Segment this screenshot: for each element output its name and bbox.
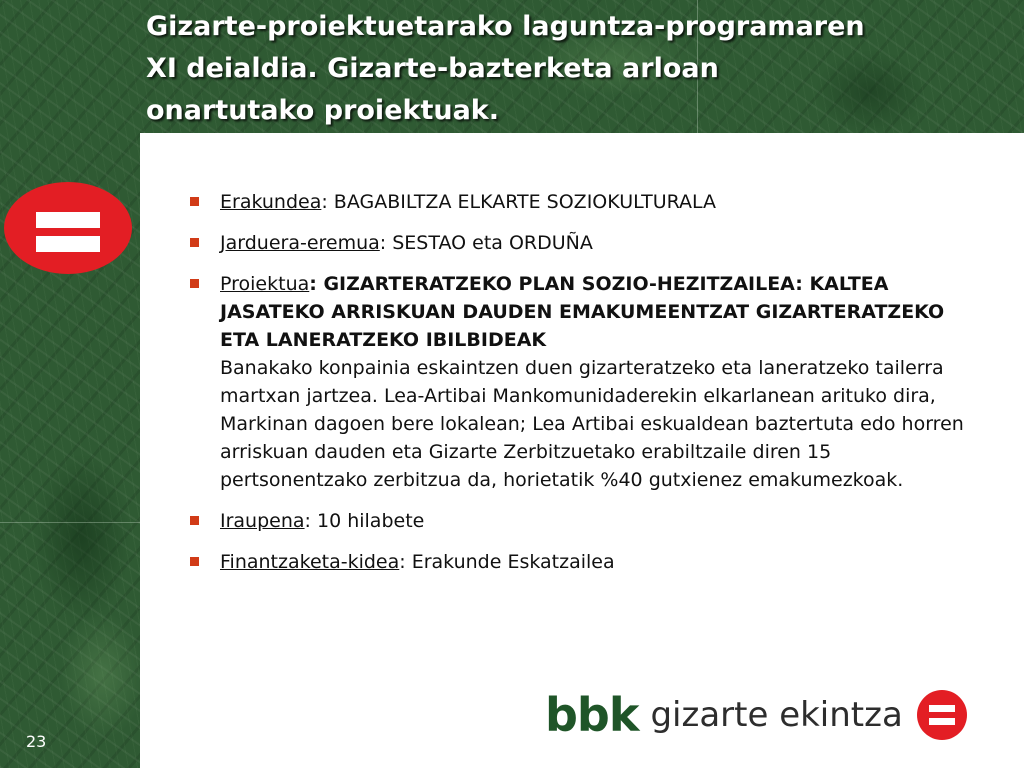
square-bullet-icon: [190, 279, 199, 288]
bullet-label: Iraupena: [220, 510, 305, 532]
bullet-label: Jarduera-eremua: [220, 232, 380, 254]
bullet-value: : BAGABILTZA ELKARTE SOZIOKULTURALA: [321, 191, 717, 213]
equals-logo-icon: [4, 182, 132, 274]
brand-text: gizarte ekintza: [650, 695, 903, 735]
title-line: Gizarte-proiektuetarako laguntza-programaren: [146, 11, 865, 42]
logo-bar: [929, 705, 955, 712]
square-bullet-icon: [190, 557, 199, 566]
brand-bbk: bbk: [545, 688, 639, 742]
logo-bar: [929, 718, 955, 725]
bullet-label: Finantzaketa-kidea: [220, 551, 400, 573]
bullet-description: Banakako konpainia eskaintzen duen gizarteratzeko eta laneratzeko tailerra martxan jartzea. Lea-Artibai Mankomunidaderekin elkarlanean arituko dira, Markinan dagoen bere lokalean; Lea Artibai eskualdean baztertuta edo horren arriskuan dauden eta Gizarte Zerbitzuetako erabiltzaile diren 15 pertsonentzako zerbitzua da, horietatik %40 gutxienez emakumezkoak.: [220, 357, 964, 491]
list-item: [190, 270, 970, 494]
square-bullet-icon: [190, 516, 199, 525]
bullet-label: Erakundea: [220, 191, 322, 213]
square-bullet-icon: [190, 238, 199, 247]
equals-logo-icon: [917, 690, 967, 740]
square-bullet-icon: [190, 197, 199, 206]
title-line: XI deialdia. Gizarte-bazterketa arloan: [146, 53, 719, 84]
bullet-list: [190, 188, 970, 589]
title-line: onartutako proiektuak.: [146, 95, 500, 126]
page-number: 23: [26, 732, 47, 751]
bullet-value: : GIZARTERATZEKO PLAN SOZIO-HEZITZAILEA: KALTEA JASATEKO ARRISKUAN DAUDEN EMAKUMEENTZAT GIZARTERATZEKO ETA LANERATZEKO IBILBIDEAK: [220, 273, 945, 351]
background-divider: [0, 522, 140, 523]
logo-bar: [36, 236, 100, 252]
list-item: [190, 188, 970, 216]
bullet-value: : Erakunde Eskatzailea: [399, 551, 615, 573]
list-item: [190, 507, 970, 535]
list-item: [190, 548, 970, 576]
logo-bar: [36, 212, 100, 228]
list-item: [190, 229, 970, 257]
brand-logo: [545, 686, 967, 744]
bullet-value: : 10 hilabete: [304, 510, 425, 532]
slide-title: [146, 6, 986, 132]
bullet-value: : SESTAO eta ORDUÑA: [379, 232, 593, 254]
bullet-label: Proiektua: [220, 273, 310, 295]
